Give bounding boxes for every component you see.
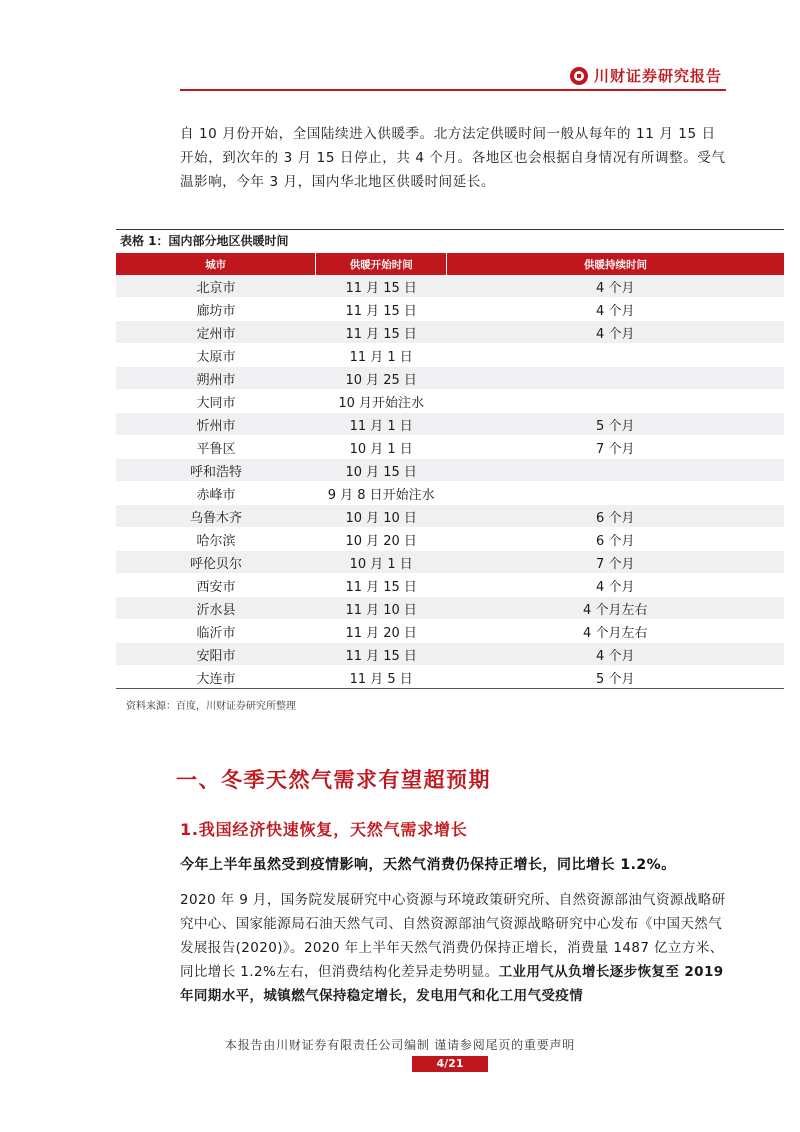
duration-cell: 6 个月 [447, 505, 784, 528]
start-cell: 11 月 15 日 [316, 321, 447, 344]
city-cell: 赤峰市 [116, 482, 316, 505]
column-header-start: 供暖开始时间 [316, 253, 447, 275]
table-row [116, 620, 784, 643]
duration-cell [447, 482, 784, 505]
start-cell: 11 月 5 日 [316, 666, 447, 689]
city-cell: 哈尔滨 [116, 528, 316, 551]
footer-disclaimer: 本报告由川财证券有限责任公司编制 谨请参阅尾页的重要声明 [224, 1038, 576, 1052]
table-row [116, 275, 784, 298]
table-row [116, 597, 784, 620]
table-row [116, 643, 784, 666]
header-divider [180, 89, 726, 91]
table-row [116, 528, 784, 551]
table-row [116, 367, 784, 390]
duration-cell: 5 个月 [447, 413, 784, 436]
duration-cell: 7 个月 [447, 551, 784, 574]
duration-cell: 4 个月 [447, 275, 784, 298]
table-row [116, 505, 784, 528]
table-header-row [116, 253, 784, 275]
page-number: 4/21 [412, 1056, 488, 1072]
start-cell: 11 月 1 日 [316, 344, 447, 367]
duration-cell: 4 个月左右 [447, 620, 784, 643]
start-cell: 9 月 8 日开始注水 [316, 482, 447, 505]
city-cell: 呼和浩特 [116, 459, 316, 482]
table-row [116, 413, 784, 436]
city-cell: 平鲁区 [116, 436, 316, 459]
city-cell: 大同市 [116, 390, 316, 413]
start-cell: 11 月 1 日 [316, 413, 447, 436]
table-row [116, 390, 784, 413]
duration-cell: 7 个月 [447, 436, 784, 459]
duration-cell [447, 344, 784, 367]
city-cell: 呼伦贝尔 [116, 551, 316, 574]
table-row [116, 459, 784, 482]
city-cell: 北京市 [116, 275, 316, 298]
chuancai-logo-icon [570, 67, 588, 85]
duration-cell: 4 个月 [447, 321, 784, 344]
table-row [116, 436, 784, 459]
city-cell: 沂水县 [116, 597, 316, 620]
duration-cell: 4 个月 [447, 643, 784, 666]
start-cell: 11 月 15 日 [316, 275, 447, 298]
table-row [116, 298, 784, 321]
city-cell: 大连市 [116, 666, 316, 689]
section-heading: 一、冬季天然气需求有望超预期 [176, 768, 491, 792]
duration-cell: 6 个月 [447, 528, 784, 551]
duration-cell: 4 个月 [447, 298, 784, 321]
brand-name: 川财证券研究报告 [593, 67, 722, 85]
lead-sentence: 今年上半年虽然受到疫情影响，天然气消费仍保持正增长，同比增长 1.2%。 [180, 857, 676, 873]
body-paragraph [180, 888, 728, 1008]
table-row [116, 551, 784, 574]
subsection-heading: 1.我国经济快速恢复，天然气需求增长 [180, 820, 468, 839]
duration-cell: 4 个月 [447, 574, 784, 597]
city-cell: 乌鲁木齐 [116, 505, 316, 528]
table-row [116, 482, 784, 505]
duration-cell [447, 459, 784, 482]
column-header-duration: 供暖持续时间 [447, 253, 784, 275]
heating-schedule-table [116, 253, 784, 689]
table-row [116, 574, 784, 597]
start-cell: 10 月 20 日 [316, 528, 447, 551]
body-text-bold: 工业用气从负增长逐步恢复至 2019 年同期水平，城镇燃气保持稳定增长，发电用气和化工用气受疫情 [180, 964, 724, 1004]
table-source-note: 资料来源：百度，川财证券研究所整理 [126, 701, 296, 712]
duration-cell: 5 个月 [447, 666, 784, 689]
start-cell: 11 月 15 日 [316, 298, 447, 321]
start-cell: 11 月 20 日 [316, 620, 447, 643]
start-cell: 11 月 10 日 [316, 597, 447, 620]
city-cell: 西安市 [116, 574, 316, 597]
city-cell: 安阳市 [116, 643, 316, 666]
start-cell: 10 月 25 日 [316, 367, 447, 390]
report-brand [570, 65, 722, 86]
duration-cell [447, 367, 784, 390]
table-bottom-rule [116, 688, 784, 689]
table-top-rule [116, 229, 784, 230]
table-title: 表格 1：国内部分地区供暖时间 [120, 234, 289, 248]
start-cell: 10 月 1 日 [316, 551, 447, 574]
duration-cell: 4 个月左右 [447, 597, 784, 620]
city-cell: 临沂市 [116, 620, 316, 643]
start-cell: 10 月开始注水 [316, 390, 447, 413]
city-cell: 廊坊市 [116, 298, 316, 321]
duration-cell [447, 390, 784, 413]
start-cell: 11 月 15 日 [316, 574, 447, 597]
table-row [116, 321, 784, 344]
column-header-city: 城市 [116, 253, 316, 275]
start-cell: 10 月 1 日 [316, 436, 447, 459]
body-text-plain: 2020 年 9 月，国务院发展研究中心资源与环境政策研究所、自然资源部油气资源战略研究中心、国家能源局石油天然气司、自然资源部油气资源战略研究中心发布《中国天然气发展报告(2020)》。2020 年上半年天然气消费仍保持正增长，消费量 1487 亿立方米、同比增长 1.2%左右，但消费结构化差异走势明显。 [180, 892, 726, 980]
table-row [116, 666, 784, 689]
city-cell: 朔州市 [116, 367, 316, 390]
intro-paragraph: 自 10 月份开始，全国陆续进入供暖季。北方法定供暖时间一般从每年的 11 月 15 日开始，到次年的 3 月 15 日停止，共 4 个月。各地区也会根据自身情况有所调整。受气温影响，今年 3 月，国内华北地区供暖时间延长。 [180, 126, 726, 190]
start-cell: 10 月 15 日 [316, 459, 447, 482]
city-cell: 定州市 [116, 321, 316, 344]
start-cell: 10 月 10 日 [316, 505, 447, 528]
city-cell: 忻州市 [116, 413, 316, 436]
city-cell: 太原市 [116, 344, 316, 367]
start-cell: 11 月 15 日 [316, 643, 447, 666]
table-row [116, 344, 784, 367]
